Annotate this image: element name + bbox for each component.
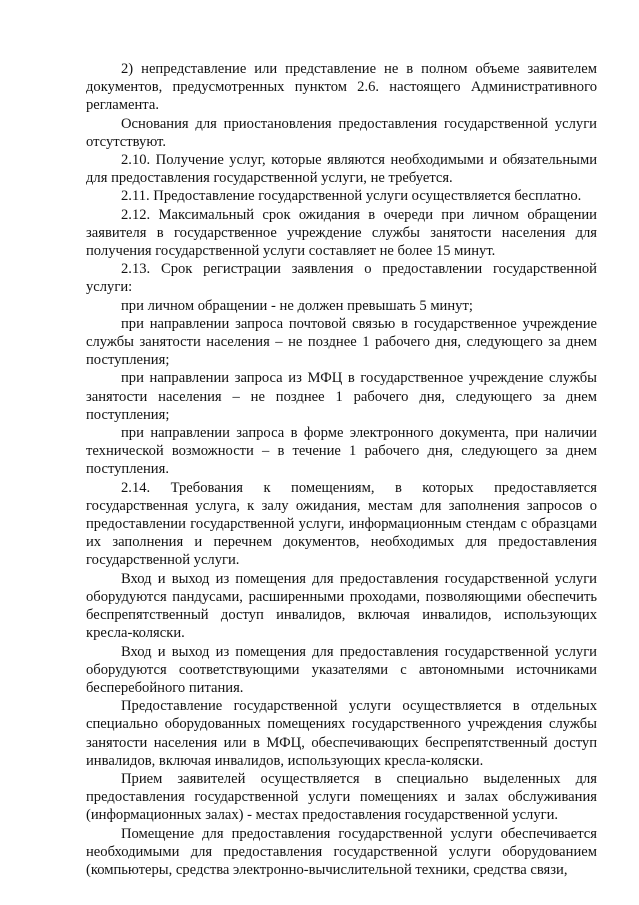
paragraph-equipment: Помещение для предоставления государственной услуги обеспечивается необходимыми для предоставления государственной услуги оборудованием (компьютеры, средства электронно-вычислительной техники, средства связи, [86, 825, 597, 878]
paragraph-section-2-10: 2.10. Получение услуг, которые являются необходимыми и обязательными для предоставления государственной услуги, не требуется. [86, 152, 597, 187]
paragraph-section-2-12: 2.12. Максимальный срок ожидания в очереди при личном обращении заявителя в государственное учреждение службы занятости населения для получения государственной услуги составляет не более 15 минут. [86, 206, 597, 260]
paragraph-dedicated-premises: Предоставление государственной услуги осуществляется в отдельных специально оборудованных помещениях государственного учреждения службы занятости населения или в МФЦ, обеспечивающих беспрепятственный доступ инвалидов, включая инвалидов, использующих кресла-коляски. [86, 698, 597, 769]
document-body [86, 60, 597, 879]
paragraph-personal-visit: при личном обращении - не должен превышать 5 минут; [121, 297, 473, 314]
paragraph-suspension-grounds: Основания для приостановления предоставления государственной услуги отсутствуют. [86, 115, 597, 150]
paragraph-reception-halls: Прием заявителей осуществляется в специально выделенных для предоставления государственной услуги помещениях и залах обслуживания (информационных залах) - местах предоставления государственной услуги. [86, 770, 597, 824]
paragraph-mfc-request: при направлении запроса из МФЦ в государственное учреждение службы занятости населения – не позднее 1 рабочего дня, следующего за днем поступления; [86, 370, 597, 423]
paragraph-postal-request: при направлении запроса почтовой связью в государственное учреждение службы занятости населения – не позднее 1 рабочего дня, следующего за днем поступления; [86, 315, 597, 369]
paragraph-ramps-access: Вход и выход из помещения для предоставления государственной услуги оборудуются пандусами, расширенными проходами, позволяющими обеспечить беспрепятственный доступ инвалидов, включая инвалидов, использующих кресла-коляски. [86, 570, 597, 642]
paragraph-section-2-14: 2.14. Требования к помещениям, в которых предоставляется государственная услуга, к залу ожидания, местам для заполнения запросов о предоставлении государственной услуги, информационным стендам с образцами их заполнения и перечнем документов, необходимых для предоставления государственной услуги. [86, 479, 597, 569]
paragraph-non-submission-of-documents: 2) непредставление или представление не в полном объеме заявителем документов, предусмотренных пунктом 2.6. настоящего Административного регламента. [86, 61, 597, 114]
paragraph-electronic-request: при направлении запроса в форме электронного документа, при наличии технической возможности – в течение 1 рабочего дня, следующего за днем поступления. [86, 425, 597, 478]
paragraph-signage: Вход и выход из помещения для предоставления государственной услуги оборудуются соответствующими указателями с автономными источниками бесперебойного питания. [86, 643, 597, 696]
paragraph-section-2-13: 2.13. Срок регистрации заявления о предоставлении государственной услуги: [86, 261, 597, 296]
paragraph-section-2-11: 2.11. Предоставление государственной услуги осуществляется бесплатно. [121, 188, 582, 205]
